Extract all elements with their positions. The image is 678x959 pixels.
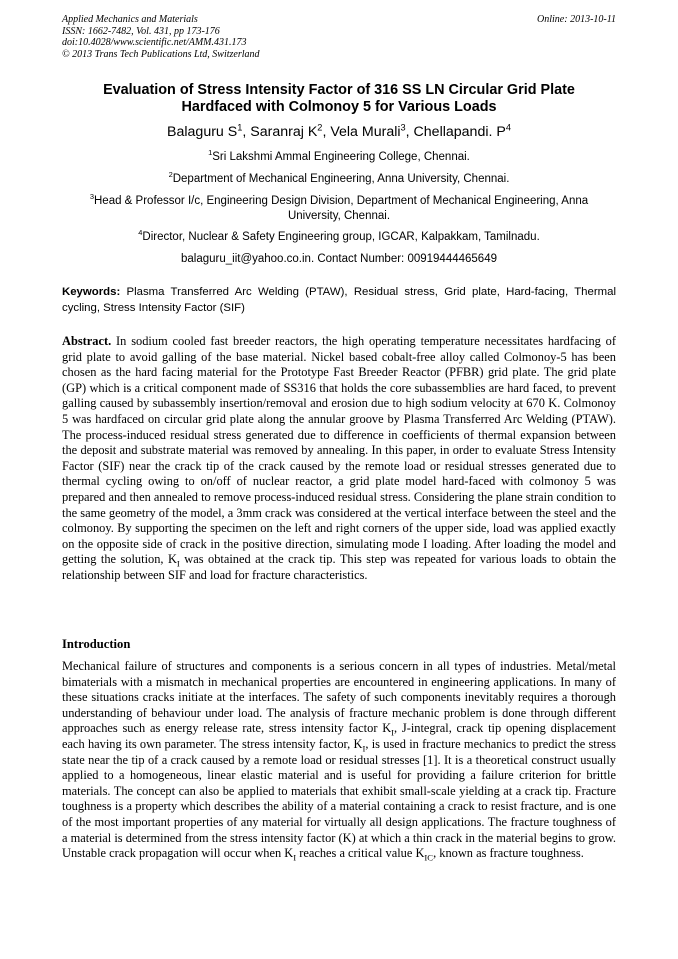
affiliation-text: Department of Mechanical Engineering, Anna University, Chennai.: [172, 173, 510, 185]
intro-text: , known as fracture toughness.: [433, 846, 584, 861]
title-line-1: Evaluation of Stress Intensity Factor of 316 SS LN Circular Grid Plate: [103, 82, 575, 98]
online-date: Online: 2013-10-11: [537, 14, 616, 25]
affiliation-4: [62, 230, 616, 245]
intro-subscript: IC: [424, 852, 434, 863]
issn-line: ISSN: 1662-7482, Vol. 431, pp 173-176: [62, 25, 220, 37]
abstract-label: Abstract.: [62, 334, 112, 348]
affiliation-text: Sri Lakshmi Ammal Engineering College, Chennai.: [212, 151, 470, 163]
affiliation-1: [62, 150, 616, 165]
section-heading-introduction: Introduction: [62, 637, 131, 651]
affiliation-text: Director, Nuclear & Safety Engineering group, IGCAR, Kalpakkam, Tamilnadu.: [142, 231, 540, 243]
author-list: [62, 123, 616, 141]
intro-subscript: I: [362, 743, 366, 754]
author-sep: ,: [242, 124, 251, 140]
affiliation-sup: 3: [89, 192, 94, 202]
paper-title: [62, 82, 616, 116]
affiliation-sup: 2: [168, 170, 173, 180]
affiliation-text: Head & Professor I/c, Engineering Design Division, Department of Mechanical Engineering, Anna University, Chennai.: [94, 195, 589, 222]
author-name: Saranraj K: [250, 124, 318, 140]
affiliation-3: [62, 194, 616, 223]
author-sup: 2: [317, 122, 323, 133]
author-name: Chellapandi. P: [413, 124, 506, 140]
journal-name: Applied Mechanics and Materials: [62, 14, 198, 25]
introduction-paragraph: [62, 659, 616, 862]
keywords-text: Plasma Transferred Arc Welding (PTAW), Residual stress, Grid plate, Hard-facing, Thermal cycling, Stress Intensity Factor (SIF): [62, 286, 616, 314]
intro-text: , is used in fracture mechanics to predict the stress state near the tip of a crack caused by a remote load or residual stresses [1]. It is a theoretical construct usually applied to a homogeneous, linear elastic material and is useful for providing a failure criterion for brittle materials. The concept can also be applied to materials that exhibit small-scale yielding at a crack tip. Fracture toughness is a property which describes the ability of a material containing a crack to resist fracture, and is one of the most important properties of any material for virtually all design applications. The fracture toughness of a material is determined from the stress intensity factor (K) at which a thin crack in the material begins to grow. Unstable crack propagation will occur when K: [62, 736, 616, 861]
journal-header: [62, 14, 616, 60]
abstract-block: [62, 334, 616, 584]
abstract-text: In sodium cooled fast breeder reactors, the high operating temperature necessitates hardfacing of grid plate to avoid galling of the base material. Nickel based cobalt-free alloy called Colmonoy-5 has been chosen as the hard facing material for the Prototype Fast Breeder Reactor (PFBR) grid plate. The grid plate (GP) which is a critical component made of SS316 that holds the core subassemblies are hard faced, to prevent galling caused by subassembly insertion/removal and erosion due to high sodium velocity at 670 K. Colmonoy 5 was hardfaced on circular grid plate along the annular groove by Plasma Transferred Arc Welding (PTAW). The process-induced residual stress generated due to difference in coefficients of thermal expansion between the deposit and substrate material was removed by annealing. In this paper, in order to evaluate Stress Intensity Factor (SIF) near the crack tip of the crack caused by the remote load or residual stresses generated due to thermal cycling owing to on/off of nuclear reactor, a grid plate model hard-faced with colmonoy 5 was prepared and then annealed to remove process-induced residual stress. Considering the plane strain condition to the same geometry of the model, a 3mm crack was considered at the vertical interface between the steel and the colmonoy. By supporting the specimen on the left and right corners of the upper side, load was applied exactly on the opposite side of crack in the positive direction, simulating mode I loading. After loading the model and getting the solution, K: [62, 334, 616, 567]
author-name: Balaguru S: [167, 124, 238, 140]
author-sup: 4: [505, 122, 511, 133]
intro-text: Mechanical failure of structures and components is a serious concern in all types of industries. Metal/metal bimaterials with a mismatch in mechanical properties are encountered in engineering applications. In many of these situations cracks initiate at the interfaces. The safety of such components inevitably requires a thorough understanding of behaviour under load. The analysis of fracture mechanic problem is done through different approaches such as energy release rate, stress intensity factor K: [62, 659, 616, 736]
affiliation-sup: 1: [208, 148, 213, 158]
author-sup: 3: [400, 122, 406, 133]
keywords-block: [62, 285, 616, 316]
author-sep: ,: [322, 124, 331, 140]
abstract-text-end: was obtained at the crack tip. This step was repeated for various loads to obtain the relationship between SIF and load for fracture characteristics.: [62, 552, 617, 582]
contact-line: balaguru_iit@yahoo.co.in. Contact Number: 00919444465649: [180, 253, 497, 265]
intro-subscript: I: [293, 852, 297, 863]
intro-text: reaches a critical value K: [296, 846, 425, 861]
author-sup: 1: [237, 122, 243, 133]
author-sep: ,: [405, 124, 414, 140]
doi-line: doi:10.4028/www.scientific.net/AMM.431.173: [62, 37, 247, 49]
title-line-2: Hardfaced with Colmonoy 5 for Various Loads: [181, 99, 497, 115]
keywords-label: Keywords:: [62, 286, 121, 298]
intro-subscript: I: [391, 727, 395, 738]
intro-text: , J-integral, crack tip opening displacement each having its own parameter. The stress intensity factor, K: [62, 721, 616, 751]
affiliation-2: [62, 172, 616, 187]
abstract-subscript: I: [176, 558, 180, 569]
copyright-line: © 2013 Trans Tech Publications Ltd, Switzerland: [62, 48, 260, 60]
affiliation-sup: 4: [138, 228, 143, 238]
author-name: Vela Murali: [330, 124, 401, 140]
